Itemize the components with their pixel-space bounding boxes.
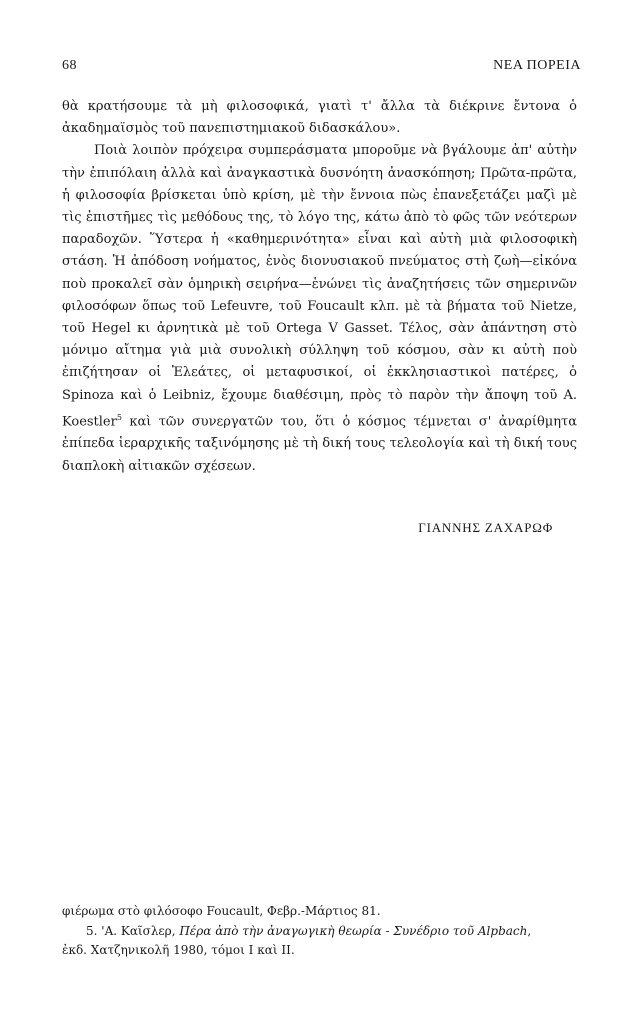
paragraph-1: θὰ κρατήσουμε τὰ μὴ φιλοσοφικά, γιατὶ τ' ἄλλα τὰ διέκρινε ἔντονα ὁ ἀκαδημαϊσμὸς τοῦ πανεπιστημιακοῦ διδασκάλου».	[62, 99, 577, 137]
page-header	[62, 58, 581, 74]
running-title: ΝΕΑ ΠΟΡΕΙΑ	[493, 58, 581, 73]
author-signature: ΓΙΑΝΝΗΣ ΖΑΧΑΡΩΦ	[418, 520, 553, 535]
footnote-5-title: Πέρα ἀπὸ τὴν ἀναγωγικὴ θεωρία - Συνέδριο τοῦ Alpbach	[179, 923, 528, 938]
footnote-ref-5: 5	[116, 412, 122, 422]
paragraph-2	[62, 140, 577, 477]
footnote-continuation: φιέρωμα στὸ φιλόσοφο Foucault, Φεβρ.-Μάρτιος 81.	[62, 904, 381, 918]
footnote-5-number: 5. 'Α. Καῖσλερ,	[86, 923, 180, 938]
footnote-5-rest: ,	[527, 923, 532, 938]
article-body	[62, 96, 577, 478]
paragraph-2-text-a: Ποιὰ λοιπὸν πρόχειρα συμπεράσματα μποροῦμε νὰ βγάλουμε ἀπ' αὐτὴν τὴν ἐπιπόλαιη ἀλλὰ καὶ ἀναγκαστικὰ δυσνόητη ἀνασκόπηση; Πρῶτα-πρῶτα, ἡ φιλοσοφία βρίσκεται ὑπὸ κρίση, μὲ τὴν ἔννοια πὼς ἐπανεξετάζει μαζὶ μὲ τὶς ἐπιστῆμες τὶς μεθόδους της, τὸ λόγο της, κάτω ἀπὸ τὸ φῶς τῶν νεότερων παραδοχῶν. Ὕστερα ἡ «καθημερινότητα» εἶναι καὶ αὐτὴ μιὰ φιλοσοφικὴ στάση. Ἡ ἀπόδοση νοήματος, ἑνὸς διονυσιακοῦ πνεύματος στὴ ζωὴ—εἰκόνα ποὺ προκαλεῖ σὰν ὁμηρικὴ σειρήνα—ἑνώνει τὶς ἀναζητήσεις τῶν σημερινῶν φιλοσόφων ὅπως τοῦ Lefeuvre, τοῦ Foucault κλπ. μὲ τὰ βήματα τοῦ Nietze, τοῦ Hegel κι ἀρνητικὰ μὲ τοῦ Ortega V Gasset. Τέλος, σὰν ἀπάντηση στὸ μόνιμο αἴτημα γιὰ μιὰ συνολικὴ σύλληψη τοῦ κόσμου, σὰν κι αὐτὴ ποὺ ἐπιζήτησαν οἱ Ἐλεάτες, οἱ μεταφυσικοί, οἱ ἐκκλησιαστικοὶ πατέρες, ὁ Spinoza καὶ ὁ Leibniz, ἔχουμε διαθέσιμη, πρὸς τὸ παρὸν τὴν ἄποψη τοῦ A. Koestler	[62, 143, 577, 430]
page-number: 68	[62, 58, 77, 73]
footnote-5	[62, 922, 582, 942]
footnote-5-line-2: ἐκδ. Χατζηνικολῆ 1980, τόμοι Ι καὶ ΙΙ.	[62, 943, 295, 957]
footnotes	[62, 902, 582, 961]
paragraph-2-text-b: καὶ τῶν συνεργατῶν του, ὅτι ὁ κόσμος τέμνεται σ' ἀναρίθμητα ἐπίπεδα ἱεραρχικῆς ταξινόμησης μὲ τὴ δική τους τελεολογία καὶ τὴ δική τους διαπλοκὴ αἰτιακῶν σχέσεων.	[62, 414, 577, 474]
